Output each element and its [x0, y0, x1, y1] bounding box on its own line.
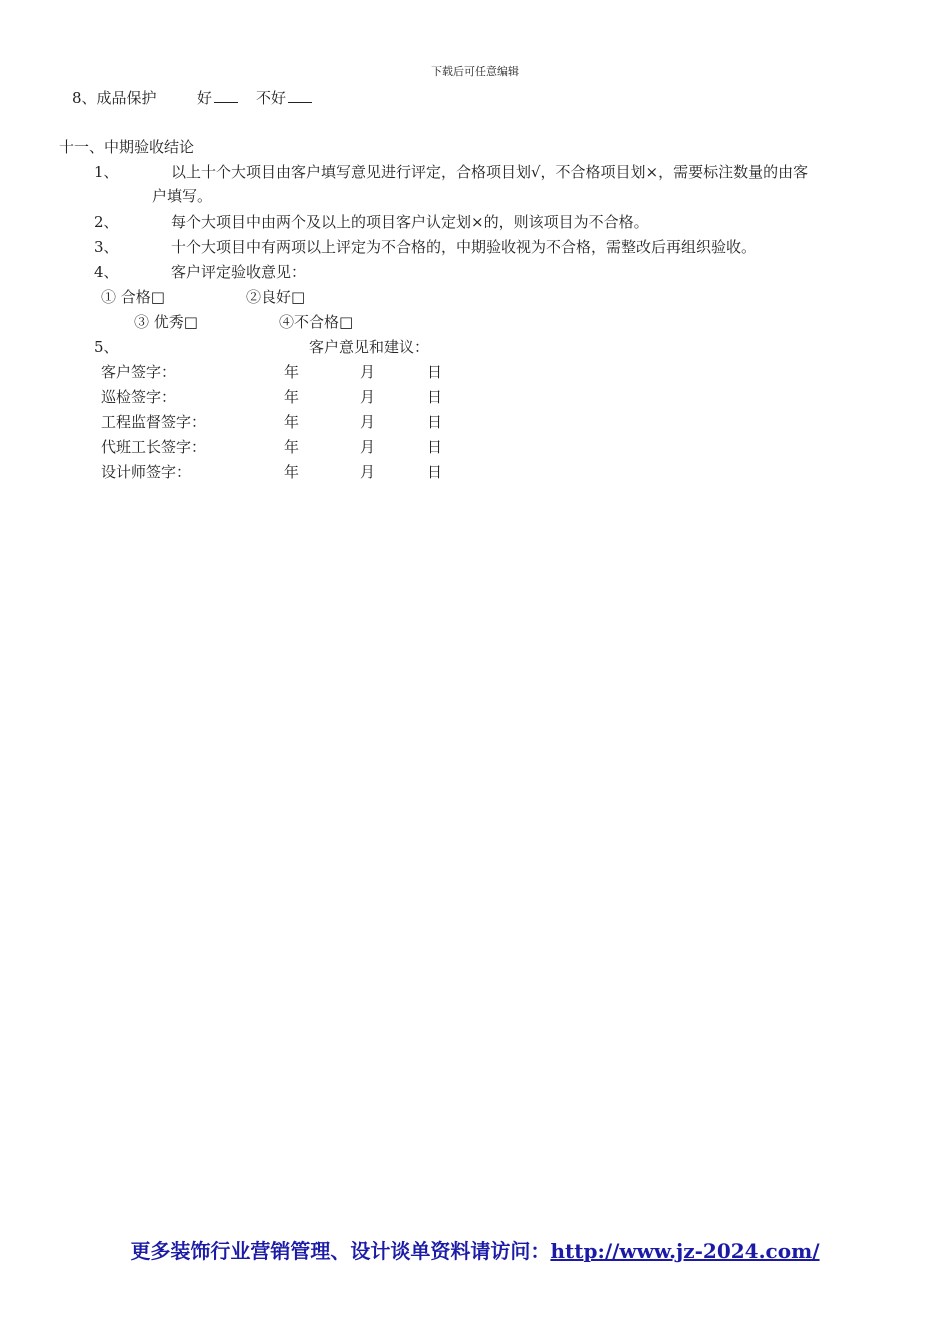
signature-year: 年	[284, 413, 300, 431]
signature-label: 客户签字：	[101, 363, 177, 381]
point-2-text: 每个大项目中由两个及以上的项目客户认定划×的，则该项目为不合格。	[171, 213, 649, 231]
signature-year: 年	[284, 463, 300, 481]
signature-day: 日	[427, 463, 443, 481]
signature-label: 工程监督签字：	[101, 413, 207, 431]
signature-month: 月	[360, 438, 376, 456]
signature-label: 设计师签字：	[101, 463, 192, 481]
signature-month: 月	[360, 388, 376, 406]
point-2-number: 2、	[94, 213, 119, 231]
option-excellent: ③ 优秀□	[134, 313, 198, 331]
point-1-number: 1、	[94, 163, 119, 181]
item-8-good: 好	[197, 88, 238, 108]
signature-year: 年	[284, 388, 300, 406]
item-8-label: 8、成品保护	[72, 89, 157, 107]
signature-day: 日	[427, 438, 443, 456]
point-1-text: 以上十个大项目由客户填写意见进行评定，合格项目划√，不合格项目划×，需要标注数量的由客	[171, 163, 809, 181]
signature-label: 代班工长签字：	[101, 438, 207, 456]
signature-label: 巡检签字：	[101, 388, 177, 406]
signature-month: 月	[360, 463, 376, 481]
footer-text: 更多装饰行业营销管理、设计谈单资料请访问：	[130, 1239, 551, 1263]
signature-day: 日	[427, 413, 443, 431]
section-title: 十一、中期验收结论	[59, 138, 195, 156]
option-qualified: ① 合格□	[101, 288, 165, 306]
point-3-text: 十个大项目中有两项以上评定为不合格的，中期验收视为不合格，需整改后再组织验收。	[171, 238, 757, 256]
signature-year: 年	[284, 363, 300, 381]
footer-link[interactable]: http://www.jz-2024.com/	[550, 1239, 820, 1263]
point-5-number: 5、	[94, 338, 119, 356]
point-5-text: 客户意见和建议：	[309, 338, 430, 356]
page-header: 下载后可任意编辑	[431, 65, 519, 78]
signature-day: 日	[427, 388, 443, 406]
signature-year: 年	[284, 438, 300, 456]
item-8-bad: 不好	[256, 88, 312, 108]
bad-blank	[288, 88, 312, 103]
signature-month: 月	[360, 363, 376, 381]
point-4-number: 4、	[94, 263, 119, 281]
signature-day: 日	[427, 363, 443, 381]
footer-banner	[0, 1238, 950, 1264]
option-good: ②良好□	[246, 288, 306, 306]
point-3-number: 3、	[94, 238, 119, 256]
point-1-text-cont: 户填写。	[152, 187, 213, 205]
option-unqualified: ④不合格□	[279, 313, 354, 331]
signature-month: 月	[360, 413, 376, 431]
point-4-text: 客户评定验收意见：	[171, 263, 307, 281]
good-blank	[214, 88, 238, 103]
